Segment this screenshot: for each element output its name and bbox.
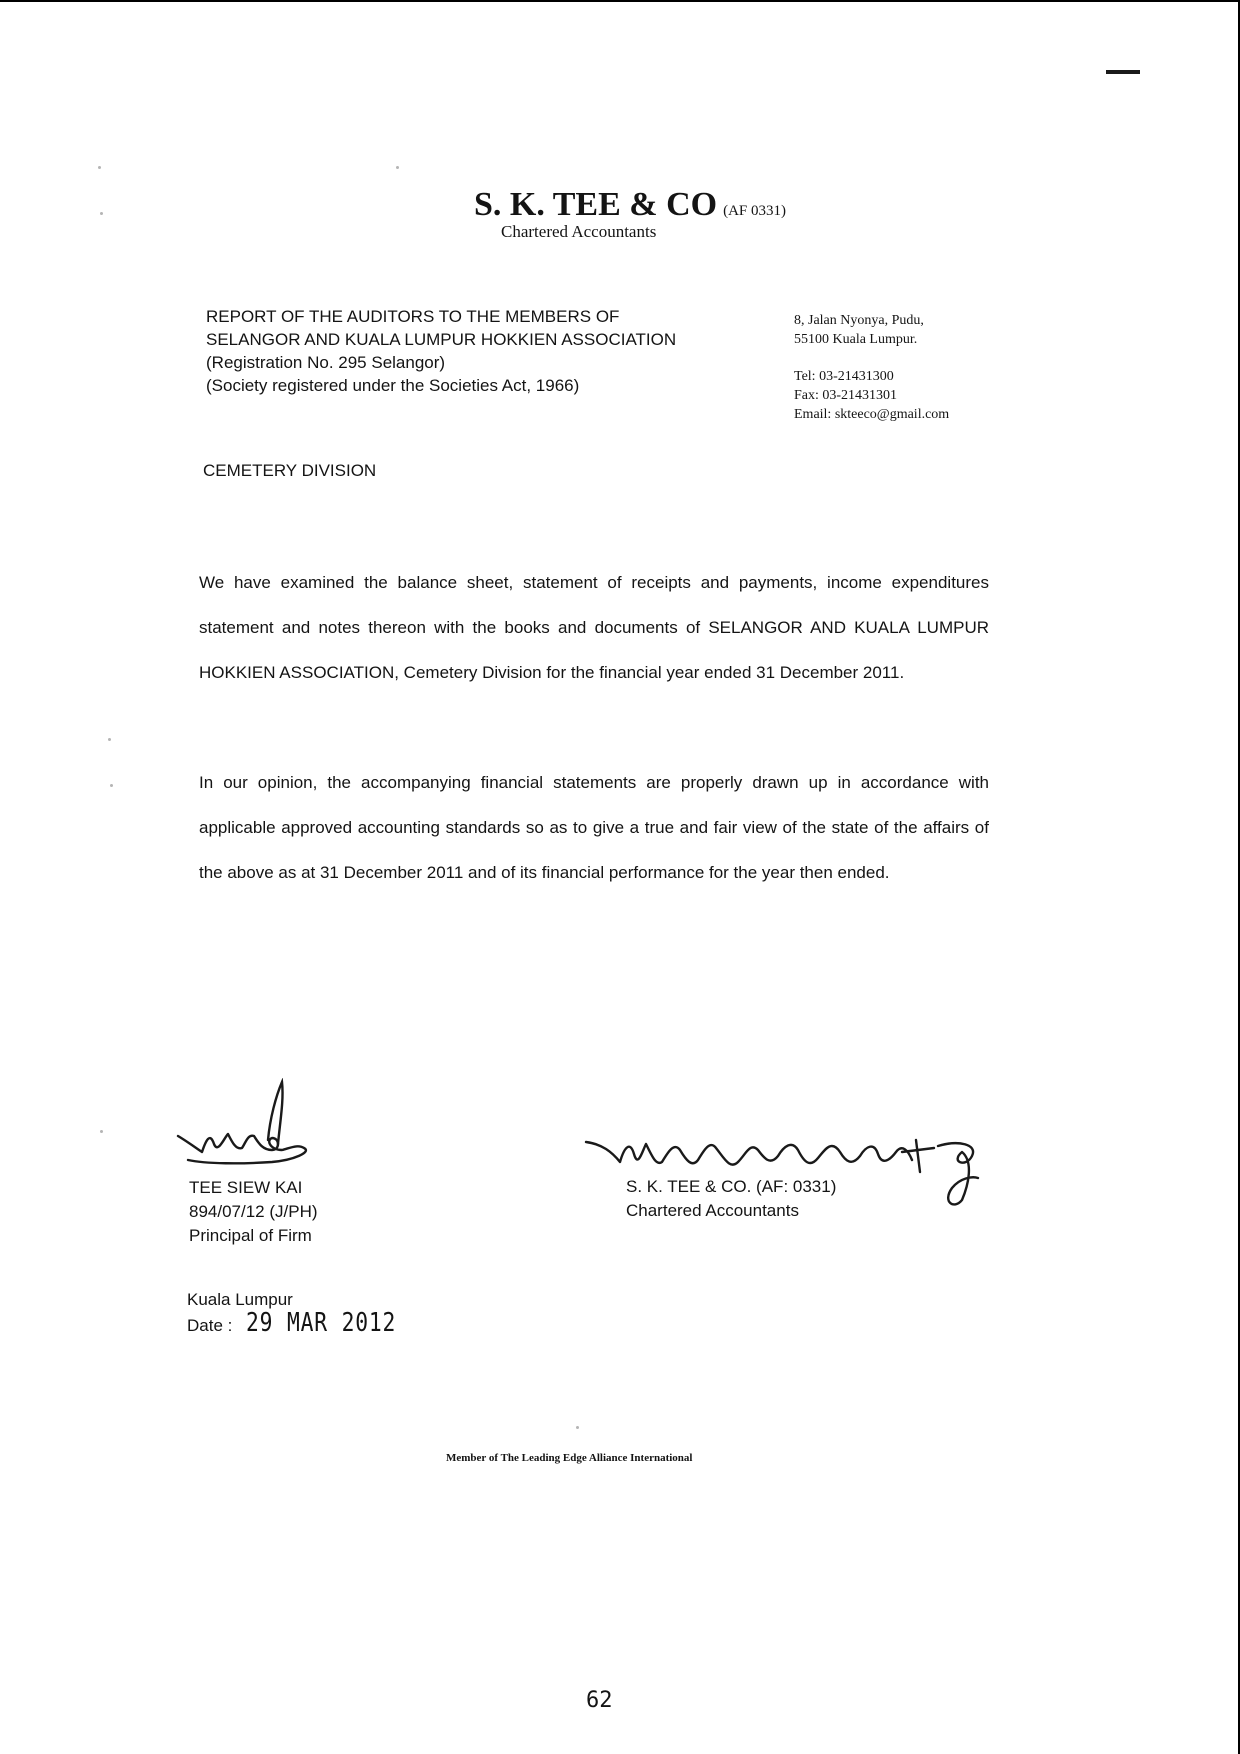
firm-signatory-name: S. K. TEE & CO. (AF: 0331)	[626, 1177, 837, 1196]
date-label: Date :	[187, 1316, 233, 1335]
report-heading-line: SELANGOR AND KUALA LUMPUR HOKKIEN ASSOCIATION	[206, 330, 677, 349]
address-email: Email: skteeco@gmail.com	[794, 407, 950, 422]
firm-code: (AF 0331)	[723, 203, 787, 219]
place: Kuala Lumpur	[187, 1290, 293, 1309]
report-heading-line: (Registration No. 295 Selangor)	[206, 353, 446, 372]
scan-speck	[576, 1426, 579, 1429]
letterhead-subtitle: Chartered Accountants	[501, 222, 657, 241]
scan-speck	[110, 784, 113, 787]
page-border-top	[0, 0, 1240, 2]
date-stamp: 29 MAR 2012	[246, 1308, 397, 1338]
signatory-number: 894/07/12 (J/PH)	[189, 1202, 318, 1221]
report-heading-line: REPORT OF THE AUDITORS TO THE MEMBERS OF	[206, 307, 620, 326]
firm-signatory-block	[626, 1175, 946, 1223]
body-paragraph: We have examined the balance sheet, statement of receipts and payments, income expenditures statement and notes thereon with the books and documents of SELANGOR AND KUALA LUMPUR HOKKIEN ASSOCIATION, Cemetery Division for the financial year ended 31 December 2011.	[199, 573, 989, 682]
division-title: CEMETERY DIVISION	[203, 461, 377, 480]
signatory-name: TEE SIEW KAI	[189, 1178, 303, 1197]
letterhead-firm-name	[474, 186, 786, 224]
principal-signatory-block	[189, 1176, 449, 1248]
scan-speck	[100, 1130, 103, 1133]
address-line: 8, Jalan Nyonya, Pudu,	[794, 313, 924, 328]
address-fax: Fax: 03-21431301	[794, 388, 898, 403]
report-heading	[206, 305, 766, 397]
scan-speck	[108, 738, 111, 741]
address-tel: Tel: 03-21431300	[794, 369, 894, 384]
date-row	[187, 1308, 430, 1338]
firm-signatory-title: Chartered Accountants	[626, 1201, 799, 1220]
firm-name-text: S. K. TEE & CO	[474, 186, 718, 223]
report-heading-line: (Society registered under the Societies Act, 1966)	[206, 376, 580, 395]
scan-speck	[100, 212, 103, 215]
address-line: 55100 Kuala Lumpur.	[794, 332, 918, 347]
principal-signature	[172, 1078, 352, 1174]
firm-address	[794, 311, 1014, 424]
signatory-title: Principal of Firm	[189, 1226, 312, 1245]
scan-speck	[396, 166, 399, 169]
footer-membership: Member of The Leading Edge Alliance International	[446, 1452, 693, 1464]
body-paragraph: In our opinion, the accompanying financial statements are properly drawn up in accordance with applicable approved accounting standards so as to give a true and fair view of the state of the affairs of the above as at 31 December 2011 and of its financial performance for the year then ended.	[199, 773, 989, 882]
scan-speck	[98, 166, 101, 169]
page-number: 62	[586, 1688, 613, 1713]
corner-mark	[1106, 70, 1140, 74]
